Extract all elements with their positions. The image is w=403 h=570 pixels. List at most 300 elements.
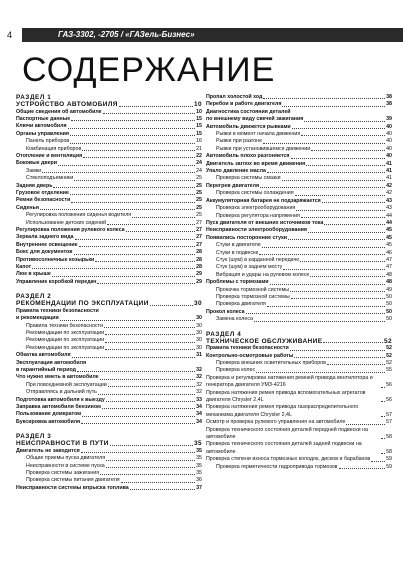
toc-entry[interactable]: [206, 309, 392, 316]
toc-entry-page: 56: [386, 396, 392, 403]
section-page-number: 35: [193, 440, 202, 448]
toc-entry-text: Боковые двери: [16, 160, 58, 167]
toc-entry-text: Обкатка автомобиля: [16, 352, 71, 359]
toc-entry-text: При повседневной эксплуатации: [26, 381, 107, 388]
toc-entry-text: Капот: [16, 264, 32, 271]
toc-entry-text: Бокс для документов: [16, 249, 73, 256]
dot-leader: [294, 357, 385, 358]
toc-entry[interactable]: [206, 375, 392, 390]
section-title-text: РЕКОМЕНДАЦИИ ПО ЭКСПЛУАТАЦИИ: [16, 300, 149, 308]
section-page-number: 30: [193, 300, 202, 308]
toc-entry-text: Стуки в подвеске: [216, 249, 259, 256]
toc-entry[interactable]: [16, 323, 202, 330]
section-title[interactable]: [16, 101, 202, 109]
toc-entry[interactable]: [16, 242, 202, 249]
toc-entry-text: Проверка тормозной системы: [216, 293, 290, 300]
toc-entry-text: Регулировка положения сиденья водителя: [26, 212, 132, 219]
toc-entry-page: 52: [386, 345, 392, 352]
dot-leader: [102, 408, 195, 409]
toc-entry-text: Правила техники безопасности: [26, 322, 103, 329]
toc-entry-page: 27: [196, 227, 202, 233]
toc-entry[interactable]: [16, 397, 202, 404]
toc-entry-text: Рывки при разгоне: [216, 138, 263, 145]
toc-entry-text: Правила техники безопасности: [206, 345, 289, 352]
toc-entry[interactable]: [206, 116, 392, 123]
toc-entry-page: 35: [196, 462, 202, 469]
toc-entry[interactable]: [206, 138, 392, 145]
toc-entry-text: Пуск двигателя от внешних источников тока: [206, 219, 324, 226]
toc-entry-page: 58: [386, 433, 392, 440]
toc-entry[interactable]: [206, 464, 392, 471]
dot-leader: [267, 306, 385, 307]
dot-leader: [81, 423, 195, 424]
dot-leader: [121, 482, 195, 483]
toc-entry-text: Проверка и регулировка натяжения ремней привода вентилятора и генератора двигателя УМЗ-4216: [206, 374, 373, 389]
toc-entry[interactable]: [16, 352, 202, 359]
page-title: СОДЕРЖАНИЕ: [22, 51, 276, 89]
dot-leader: [291, 298, 385, 299]
toc-entry-page: 40: [386, 138, 392, 145]
toc-entry-text: Паспортные данные: [16, 115, 71, 122]
toc-entry-page: 25: [196, 189, 202, 196]
dot-leader: [105, 334, 195, 335]
dot-leader: [295, 195, 386, 196]
toc-entry-text: Внутреннее освещение: [16, 241, 78, 248]
toc-entry-text: в гарантийный период: [16, 367, 76, 373]
toc-entry-text: Панель приборов: [26, 138, 70, 145]
toc-entry[interactable]: [16, 123, 202, 130]
toc-entry[interactable]: [16, 411, 202, 418]
toc-entry[interactable]: [206, 456, 392, 463]
dot-leader: [81, 452, 195, 453]
toc-entry-page: 44: [386, 212, 392, 219]
toc-entry-text: Проверка электрооборудования: [216, 205, 296, 212]
dot-leader: [301, 135, 385, 136]
toc-entry[interactable]: [16, 109, 202, 116]
toc-entry[interactable]: [16, 220, 202, 227]
dot-leader: [263, 98, 385, 99]
toc-entry[interactable]: [206, 287, 392, 294]
toc-entry[interactable]: [16, 463, 202, 470]
toc-entry-text: Проверка колес: [216, 367, 256, 374]
dot-leader: [108, 386, 195, 387]
section-page-number: 52: [383, 337, 392, 345]
dot-leader: [95, 261, 195, 262]
toc-entry-page: 28: [196, 264, 202, 271]
toc-entry-text: Замена колеса: [216, 316, 253, 323]
toc-entry[interactable]: [16, 138, 202, 145]
toc-entry[interactable]: [16, 212, 202, 219]
running-header: [0, 28, 403, 42]
toc-entry[interactable]: [16, 183, 202, 190]
dot-leader: [262, 247, 385, 248]
dot-leader: [32, 268, 195, 269]
section-label: РАЗДЕЛ 2: [16, 293, 52, 301]
toc-entry-page: 24: [196, 167, 202, 174]
toc-entry[interactable]: [16, 330, 202, 337]
toc-entry-text: Комбинация приборов: [26, 145, 82, 152]
toc-entry-page: 40: [386, 153, 392, 160]
toc-entry-page: 10: [196, 108, 202, 115]
toc-entry-page: 29: [196, 278, 202, 285]
toc-entry-page: 59: [386, 463, 392, 470]
toc-entry[interactable]: [16, 168, 202, 175]
dot-leader: [371, 461, 385, 462]
toc-entry-text: Упало давление масла: [206, 168, 266, 175]
toc-entry[interactable]: [16, 197, 202, 204]
toc-entry-text: Заправка автомобиля бензином: [16, 404, 101, 411]
toc-entry[interactable]: [206, 153, 392, 160]
toc-entry-text: Противосолнечные козырьки: [16, 256, 95, 263]
toc-entry-text: Автомобиль плохо разгоняется: [206, 153, 290, 160]
page-number: 4: [7, 30, 13, 40]
toc-entry-text: Зеркала заднего вида: [16, 234, 74, 241]
toc-entry-text: Осмотр и проверка рулевого управления на автомобиле: [206, 419, 346, 426]
dot-leader: [75, 239, 196, 240]
dot-leader: [74, 180, 195, 181]
toc-entry[interactable]: [16, 227, 202, 234]
dot-leader: [132, 217, 195, 218]
toc-entry-text: Проверка герметичности гидропривода тормозов: [216, 463, 338, 470]
toc-entry-text: Люк в крыше: [16, 271, 51, 278]
dot-leader: [72, 357, 196, 358]
toc-entry-page: 22: [196, 152, 202, 159]
toc-entry-page: 32: [196, 374, 202, 381]
toc-entry-page: 57: [386, 411, 392, 418]
dot-leader: [98, 394, 195, 395]
toc-entry[interactable]: [16, 315, 202, 322]
toc-entry[interactable]: [206, 227, 392, 234]
toc-entry-page: 41: [386, 168, 392, 175]
toc-entry-page: 40: [386, 131, 392, 138]
toc-entry-text: Правила техники безопасности: [16, 307, 99, 314]
toc-entry[interactable]: [16, 308, 202, 315]
toc-entry[interactable]: [16, 131, 202, 138]
dot-leader: [290, 350, 385, 351]
toc-entry-page: 37: [196, 484, 202, 491]
toc-right-column: [206, 94, 392, 478]
dot-leader: [291, 158, 386, 159]
toc-entry[interactable]: [16, 234, 202, 241]
toc-entry-page: 15: [196, 130, 202, 137]
dot-leader: [82, 150, 195, 151]
toc-entry-page: 50: [386, 293, 392, 300]
toc-entry-text: Использование детских сидений: [26, 219, 107, 226]
toc-entry[interactable]: [16, 374, 202, 381]
toc-entry-text: Прокачка тормозной системы: [216, 286, 290, 293]
dot-leader: [346, 424, 385, 425]
toc-entry-page: 25: [196, 212, 202, 219]
toc-entry[interactable]: [206, 264, 392, 271]
header-bar: [22, 28, 403, 42]
toc-entry[interactable]: [206, 124, 392, 131]
toc-entry-page: 15: [196, 115, 202, 122]
dot-leader: [40, 209, 195, 210]
toc-entry[interactable]: [206, 419, 392, 426]
toc-entry-page: 42: [386, 182, 392, 189]
toc-entry[interactable]: [16, 160, 202, 167]
dot-leader: [105, 342, 195, 343]
toc-entry[interactable]: [206, 279, 392, 286]
toc-entry-text: Проверка степени износа тормозных колодок, дисков и барабанов: [206, 456, 371, 463]
toc-entry-page: 34: [196, 411, 202, 418]
toc-entry-page: 28: [196, 256, 202, 263]
toc-entry[interactable]: [206, 390, 392, 405]
toc-entry-page: 35: [196, 469, 202, 476]
toc-entry[interactable]: [206, 367, 392, 374]
toc-entry[interactable]: [16, 477, 202, 484]
toc-entry-text: Проверка системы питания двигателя: [26, 477, 120, 484]
dot-leader: [324, 224, 385, 225]
toc-entry[interactable]: [206, 404, 392, 419]
toc-entry[interactable]: [206, 161, 392, 168]
dot-leader: [259, 254, 385, 255]
dot-leader: [339, 468, 386, 469]
dot-leader: [150, 305, 193, 306]
dot-leader: [83, 157, 195, 158]
toc-entry-text: Что нужно иметь в автомобиле: [16, 374, 99, 381]
toc-entry-page: 43: [386, 205, 392, 212]
dot-leader: [282, 180, 386, 181]
toc-entry-page: 50: [386, 308, 392, 315]
toc-entry[interactable]: [16, 404, 202, 411]
toc-entry-page: 28: [196, 249, 202, 256]
dot-leader: [260, 187, 385, 188]
toc-entry[interactable]: [16, 360, 202, 367]
toc-entry[interactable]: [16, 205, 202, 212]
toc-entry-page: 25: [196, 204, 202, 211]
toc-entry-page: 45: [386, 242, 392, 249]
toc-entry-text: Управление коробкой передач: [16, 278, 97, 285]
toc-entry-text: Двигатель не заводится: [16, 447, 80, 454]
toc-entry-page: 31: [196, 352, 202, 359]
toc-entry-text: Отопление и вентиляция: [16, 152, 83, 159]
toc-entry-text: Проверка технического состояния деталей задней подвески на автомобиле: [206, 441, 362, 455]
toc-entry-page: 30: [196, 337, 202, 344]
toc-entry-text: Неисправности системы впрыска топлива: [16, 484, 129, 491]
section-title-text: УСТРОЙСТВО АВТОМОБИЛЯ: [16, 101, 118, 108]
section-title[interactable]: [16, 440, 202, 448]
toc-entry[interactable]: [206, 441, 392, 456]
toc-entry[interactable]: [206, 316, 392, 323]
toc-entry-text: Ключи автомобиля: [16, 123, 67, 130]
dot-leader: [283, 269, 385, 270]
toc-entry[interactable]: [16, 485, 202, 492]
toc-entry[interactable]: [206, 101, 392, 108]
toc-entry-page: 57: [386, 419, 392, 426]
dot-leader: [71, 202, 195, 203]
dot-leader: [263, 143, 385, 144]
dot-leader: [322, 202, 385, 203]
section-label: РАЗДЕЛ 4: [206, 330, 242, 338]
dot-leader: [52, 276, 195, 277]
toc-entry[interactable]: [206, 345, 392, 352]
toc-entry-page: 27: [196, 219, 202, 226]
toc-entry[interactable]: [206, 213, 392, 220]
dot-leader: [42, 172, 195, 173]
dot-leader: [282, 106, 385, 107]
toc-entry-page: 48: [386, 279, 392, 286]
toc-entry[interactable]: [16, 264, 202, 271]
toc-entry-page: 47: [386, 256, 392, 263]
toc-entry-text: Проверка системы зажигания: [26, 469, 100, 476]
toc-left-column: [16, 94, 202, 499]
toc-section: [206, 331, 392, 471]
toc-entry[interactable]: [16, 470, 202, 477]
toc-entry-page: 45: [386, 227, 392, 234]
toc-entry[interactable]: [206, 183, 392, 190]
dot-leader: [381, 453, 385, 454]
toc-entry-text: Вибрация и удары на рулевом колесе: [216, 271, 310, 278]
toc-entry-text: Общие приемы пуска двигателя: [26, 455, 106, 462]
toc-entry[interactable]: [206, 294, 392, 301]
dot-leader: [106, 401, 195, 402]
toc-entry[interactable]: [206, 427, 392, 442]
toc-entry-text: Стук (шум) в заднем мосту: [216, 264, 283, 271]
section-title-text: НЕИСПРАВНОСТИ В ПУТИ: [16, 440, 109, 448]
toc-entry-text: Стеклоподъемники: [26, 175, 74, 182]
dot-leader: [70, 194, 195, 195]
toc-entry-text: Проверка технического состояния деталей передней подвески на автомобиле: [206, 426, 368, 440]
toc-entry[interactable]: [16, 153, 202, 160]
toc-entry-page: 36: [196, 477, 202, 484]
toc-entry[interactable]: [206, 242, 392, 249]
dot-leader: [70, 135, 195, 136]
toc-entry-page: 34: [196, 418, 202, 425]
dot-leader: [381, 416, 385, 417]
toc-entry-text: Проверка системы охлаждения: [216, 190, 294, 197]
toc-entry-page: 59: [386, 456, 392, 463]
toc-entry-text: Рекомендации по эксплуатации: [26, 344, 105, 351]
toc-entry[interactable]: [16, 249, 202, 256]
dot-leader: [97, 283, 195, 284]
toc-entry[interactable]: [16, 337, 202, 344]
dot-leader: [100, 474, 195, 475]
toc-entry[interactable]: [16, 448, 202, 455]
toc-entry-text: Рекомендации по эксплуатации: [26, 329, 105, 336]
toc-entry-text: и рекомендации: [16, 315, 59, 322]
dot-leader: [68, 128, 195, 129]
dot-leader: [107, 224, 195, 225]
toc-entry-page: 45: [386, 234, 392, 241]
toc-entry[interactable]: [206, 250, 392, 257]
toc-entry[interactable]: [16, 389, 202, 396]
toc-entry-page: 25: [196, 197, 202, 204]
toc-entry-text: Рывки в момент начала движения: [216, 131, 301, 138]
toc-entry[interactable]: [206, 190, 392, 197]
toc-entry-text: Пропал холостой ход: [206, 94, 263, 100]
section-title[interactable]: [16, 300, 202, 308]
dot-leader: [306, 165, 385, 166]
toc-entry[interactable]: [16, 146, 202, 153]
toc-entry-page: 32: [196, 381, 202, 388]
dot-leader: [106, 460, 195, 461]
section-title[interactable]: [206, 338, 392, 346]
toc-entry[interactable]: [206, 301, 392, 308]
toc-entry[interactable]: [16, 455, 202, 462]
dot-leader: [119, 106, 193, 107]
toc-entry[interactable]: [206, 175, 392, 182]
toc-entry-page: 55: [386, 367, 392, 374]
toc-entry-page: 50: [386, 301, 392, 308]
toc-entry-page: 56: [386, 382, 392, 389]
dot-leader: [311, 150, 385, 151]
toc-entry-page: 40: [386, 145, 392, 152]
toc-entry-text: Задняя дверь: [16, 182, 53, 189]
toc-entry-text: Неисправности электрооборудования: [206, 227, 307, 234]
toc-entry[interactable]: [16, 419, 202, 426]
toc-entry[interactable]: [16, 175, 202, 182]
toc-entry[interactable]: [16, 271, 202, 278]
toc-entry[interactable]: [206, 168, 392, 175]
toc-entry[interactable]: [206, 198, 392, 205]
dot-leader: [58, 165, 195, 166]
toc-entry[interactable]: [206, 257, 392, 264]
toc-entry-text: Органы управления: [16, 130, 70, 137]
dot-leader: [327, 364, 385, 365]
toc-entry-page: 33: [196, 396, 202, 403]
toc-entry-text: Проверка натяжения ремня привода газораспределительного механизма двигателя Chrysler 2,4L: [206, 404, 359, 418]
toc-entry-text: Пользование домкратом: [16, 411, 82, 418]
running-title: ГАЗ-3302, -2705 / «ГАЗель-Бизнес»: [58, 30, 195, 39]
dot-leader: [130, 489, 195, 490]
toc-entry-page: 52: [386, 352, 392, 359]
toc-entry-page: 44: [386, 219, 392, 226]
toc-entry-page: 41: [386, 160, 392, 167]
toc-entry-text: Буксировка автомобиля: [16, 418, 81, 425]
toc-section: [16, 293, 202, 426]
toc-entry-text: Проблемы с тормозами: [206, 279, 269, 286]
toc-entry[interactable]: [206, 353, 392, 360]
toc-entry-page: 32: [196, 367, 202, 373]
toc-section: [206, 94, 392, 324]
toc-entry[interactable]: [16, 257, 202, 264]
dot-leader: [246, 313, 385, 314]
dot-leader: [53, 187, 195, 188]
toc-entry[interactable]: [16, 279, 202, 286]
dot-leader: [110, 445, 193, 446]
dot-leader: [310, 276, 385, 277]
toc-entry-page: 27: [196, 234, 202, 241]
dot-leader: [256, 372, 385, 373]
dot-leader: [292, 128, 385, 129]
dot-leader: [323, 342, 383, 343]
dot-leader: [104, 327, 195, 328]
toc-entry-page: 58: [386, 448, 392, 455]
section-page-number: 10: [193, 101, 202, 108]
toc-section: [16, 94, 202, 286]
dot-leader: [296, 210, 385, 211]
toc-entry-text: Контрольно-осмотровые работы: [206, 352, 294, 359]
toc-entry-text: Общие сведения об автомобиле: [16, 108, 102, 115]
section-title-text: ТЕХНИЧЕСКОЕ ОБСЛУЖИВАНИЕ: [206, 337, 323, 345]
toc-entry-page: 24: [196, 160, 202, 167]
dot-leader: [304, 121, 385, 122]
toc-entry-page: 43: [386, 197, 392, 204]
toc-entry-page: 49: [386, 286, 392, 293]
toc-entry-text: Автомобиль движется рывками: [206, 123, 291, 130]
dot-leader: [60, 320, 195, 321]
toc-entry[interactable]: [206, 360, 392, 367]
toc-entry-text: Проверка внешних осветительных приборов: [216, 359, 326, 366]
dot-leader: [267, 172, 385, 173]
toc-entry[interactable]: [206, 205, 392, 212]
toc-entry-page: 30: [196, 315, 202, 322]
toc-entry[interactable]: [206, 235, 392, 242]
toc-section: [16, 433, 202, 492]
toc-entry-page: 48: [386, 271, 392, 278]
toc-entry[interactable]: [206, 131, 392, 138]
